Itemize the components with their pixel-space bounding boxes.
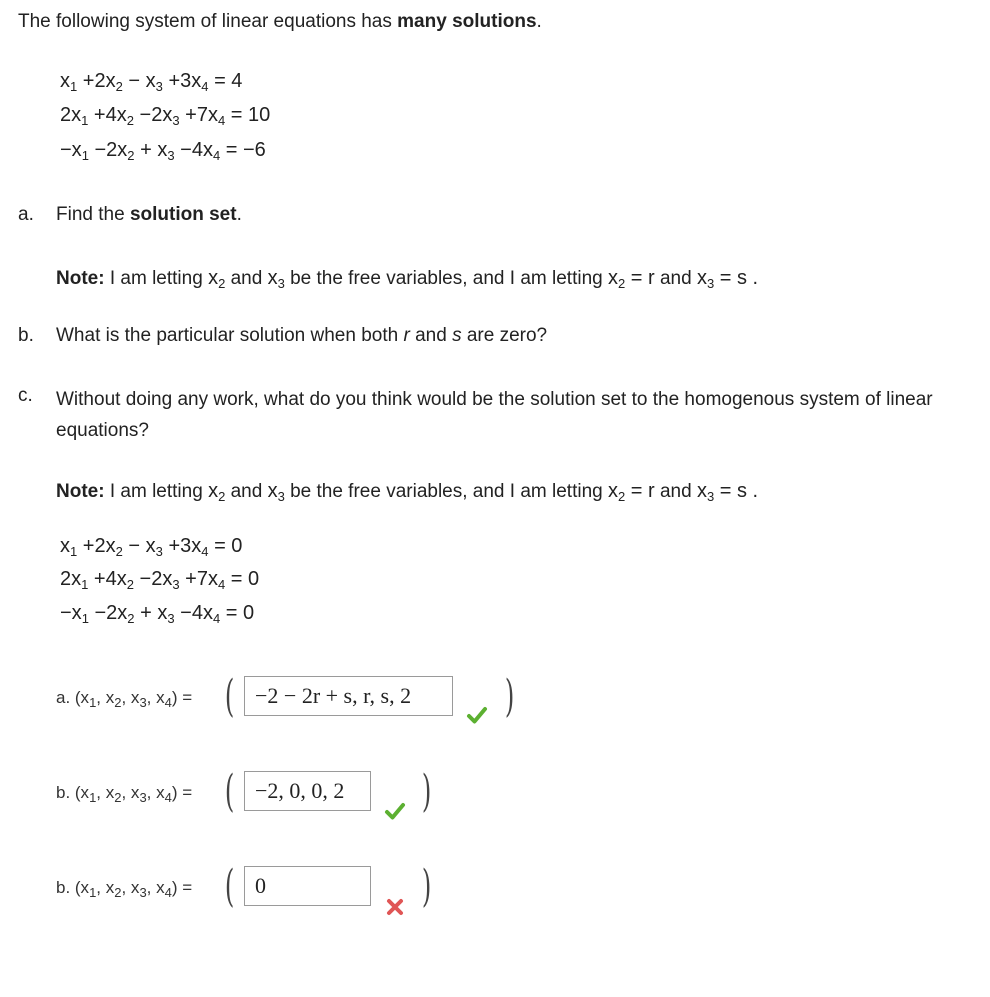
- answer-3-input[interactable]: 0: [244, 866, 371, 906]
- answer-2-input[interactable]: −2, 0, 0, 2: [244, 771, 371, 811]
- part-a-label: a.: [18, 204, 34, 225]
- part-b-question: What is the particular solution when both r and s are zero?: [56, 325, 548, 346]
- answer-2-open-paren: (: [224, 766, 235, 817]
- check-icon: [466, 704, 488, 726]
- answer-2-label: b. ($x_1$, $x_2$, $x_3$, $x_4$) =: [56, 783, 193, 805]
- answer-1-input[interactable]: −2 − 2r + s, r, s, 2: [244, 676, 453, 716]
- part-a-question: Find the solution set.: [56, 204, 242, 225]
- answer-1-close-paren: ): [504, 671, 515, 722]
- answer-2-close-paren: ): [421, 766, 432, 817]
- answer-1-open-paren: (: [224, 671, 235, 722]
- cross-icon: [384, 896, 406, 918]
- answer-3-label: b. ($x_1$, $x_2$, $x_3$, $x_4$) =: [56, 878, 193, 900]
- intro-line: The following system of linear equations has many solutions.: [18, 11, 542, 32]
- system2-equation-3: $-x_1 -2x_2 + x_3 -4x_4 = 0$: [60, 602, 255, 626]
- system1-equation-2: $2x_1 +4x_2 -2x_3 +7x_4 = 10$: [60, 104, 271, 128]
- answer-1-label: a. ($x_1$, $x_2$, $x_3$, $x_4$) =: [56, 688, 193, 710]
- part-c-question: Without doing any work, what do you think would be the solution set to the homogenous system of linear equations?: [56, 389, 933, 441]
- system2-equation-2: $2x_1 +4x_2 -2x_3 +7x_4 = 0$: [60, 568, 260, 592]
- answer-3-close-paren: ): [421, 861, 432, 912]
- system1-equation-3: $-x_1 -2x_2 + x_3 -4x_4 = -6$: [60, 139, 266, 163]
- part-c-label: c.: [18, 385, 33, 406]
- system2-equation-1: $x_1 +2x_2 - x_3 +3x_4 = 0$: [60, 535, 243, 559]
- check-icon: [384, 800, 406, 822]
- answer-3-open-paren: (: [224, 861, 235, 912]
- system1-equation-1: $x_1 +2x_2 - x_3 +3x_4 = 4$: [60, 70, 243, 94]
- note-2: Note: I am letting $x_2$ and $x_3$ be the free variables, and I am letting $x_2 = r$ and $x_3 = s$ .: [56, 480, 759, 504]
- part-b-label: b.: [18, 325, 34, 346]
- note-1: Note: I am letting $x_2$ and $x_3$ be the free variables, and I am letting $x_2 = r$ and $x_3 = s$ .: [56, 267, 759, 291]
